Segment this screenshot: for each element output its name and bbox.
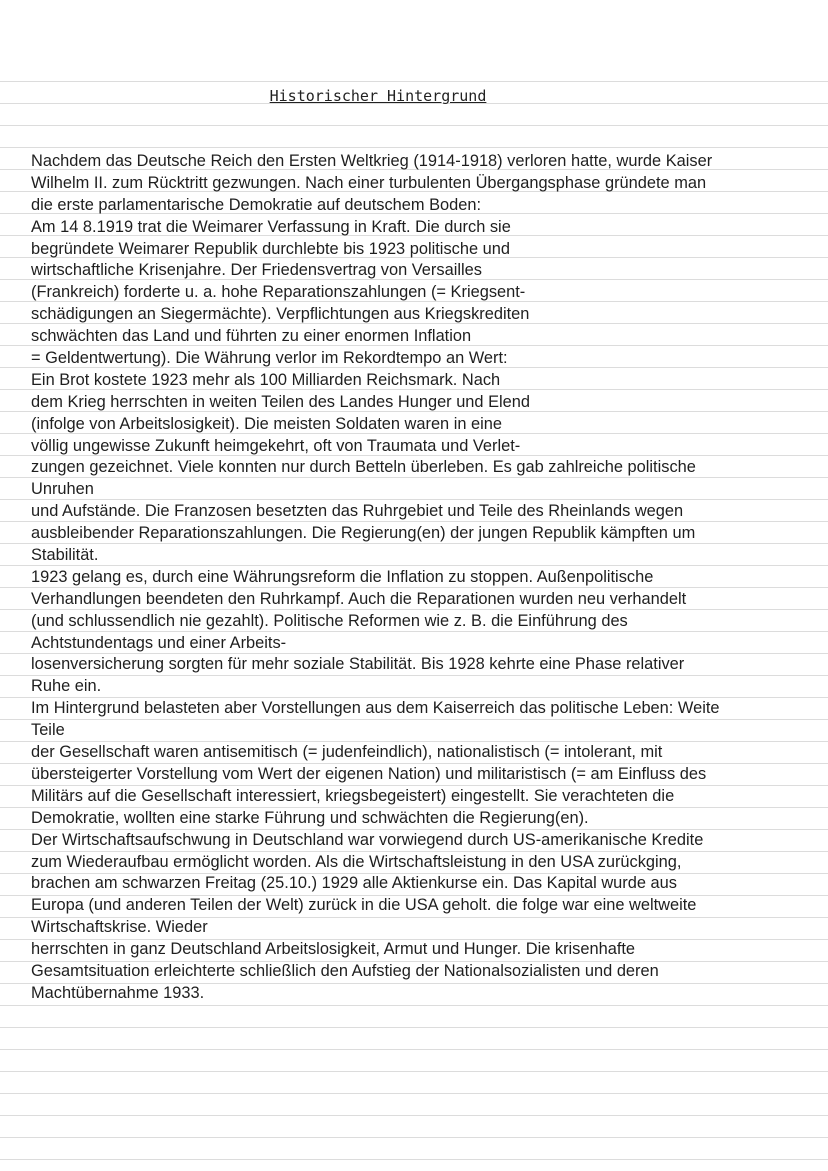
body-line: Wirtschaftskrise. Wieder [31, 918, 208, 937]
body-line: (Frankreich) forderte u. a. hohe Reparationszahlungen (= Kriegsent- [31, 283, 526, 302]
body-line: (und schlussendlich nie gezahlt). Politische Reformen wie z. B. die Einführung des [31, 611, 628, 630]
body-line: Im Hintergrund belasteten aber Vorstellungen aus dem Kaiserreich das politische Leben: Weite [31, 699, 720, 718]
body-line: (infolge von Arbeitslosigkeit). Die meisten Soldaten waren in eine [31, 414, 503, 433]
body-line: schädigungen an Siegermächte). Verpflichtungen aus Kriegskrediten [31, 305, 530, 324]
body-line: schwächten das Land und führten zu einer enormen Inflation [31, 327, 472, 346]
body-line: ausbleibender Reparationszahlungen. Die Regierung(en) der jungen Republik kämpften um [31, 524, 696, 543]
body-line: herrschten in ganz Deutschland Arbeitslosigkeit, Armut und Hunger. Die krisenhafte [31, 940, 636, 959]
body-line: die erste parlamentarische Demokratie auf deutschem Boden: [31, 195, 482, 214]
body-line: dem Krieg herrschten in weiten Teilen des Landes Hunger und Elend [31, 392, 531, 411]
body-line: Militärs auf die Gesellschaft interessiert, kriegsbegeistert) eingestellt. Sie verachteten die [31, 786, 675, 805]
body-line: 1923 gelang es, durch eine Währungsreform die Inflation zu stoppen. Außenpolitische [31, 567, 654, 586]
body-line: Teile [31, 721, 65, 740]
body-line: Achtstundentags und einer Arbeits- [31, 633, 287, 652]
document-title: Historischer Hintergrund [269, 87, 487, 105]
body-line: zum Wiederaufbau ermöglicht worden. Als die Wirtschaftsleistung in den USA zurückging, [31, 852, 682, 871]
document-body [31, 151, 821, 1005]
body-line: Am 14 8.1919 trat die Weimarer Verfassung in Kraft. Die durch sie [31, 217, 511, 236]
body-line: Machtübernahme 1933. [31, 983, 205, 1002]
body-line: = Geldentwertung). Die Währung verlor im Rekordtempo an Wert: [31, 349, 508, 368]
body-line: zungen gezeichnet. Viele konnten nur durch Betteln überleben. Es gab zahlreiche politische [31, 458, 696, 477]
body-line: Der Wirtschaftsaufschwung in Deutschland war vorwiegend durch US-amerikanische Kredite [31, 830, 704, 849]
body-line: übersteigerter Vorstellung vom Wert der eigenen Nation) und militaristisch (= am Einfluss des [31, 764, 707, 783]
body-line: völlig ungewisse Zukunft heimgekehrt, oft von Traumata und Verlet- [31, 436, 521, 455]
body-line: Nachdem das Deutsche Reich den Ersten Weltkrieg (1914-1918) verloren hatte, wurde Kaiser [31, 152, 713, 170]
body-line: und Aufstände. Die Franzosen besetzten das Ruhrgebiet und Teile des Rheinlands wegen [31, 502, 684, 521]
body-line: Ein Brot kostete 1923 mehr als 100 Milliarden Reichsmark. Nach [31, 370, 501, 389]
body-line: brachen am schwarzen Freitag (25.10.) 1929 alle Aktienkurse ein. Das Kapital wurde aus [31, 874, 677, 893]
body-line: Stabilität. [31, 546, 99, 565]
body-line: begründete Weimarer Republik durchlebte bis 1923 politische und [31, 239, 510, 258]
body-line: Demokratie, wollten eine starke Führung und schwächten die Regierung(en). [31, 808, 589, 827]
body-line: losenversicherung sorgten für mehr soziale Stabilität. Bis 1928 kehrte eine Phase relativer [31, 655, 685, 674]
body-line: Verhandlungen beendeten den Ruhrkampf. Auch die Reparationen wurden neu verhandelt [31, 589, 687, 608]
body-line: Europa (und anderen Teilen der Welt) zurück in die USA geholt. die folge war eine weltweite [31, 896, 697, 915]
body-line: Gesamtsituation erleichterte schließlich den Aufstieg der Nationalsozialisten und deren [31, 961, 659, 980]
body-line: Ruhe ein. [31, 677, 102, 696]
body-line: Wilhelm II. zum Rücktritt gezwungen. Nach einer turbulenten Übergangsphase gründete man [31, 173, 707, 192]
body-line: Unruhen [31, 480, 94, 499]
body-line: wirtschaftliche Krisenjahre. Der Friedensvertrag von Versailles [31, 261, 482, 280]
body-line: der Gesellschaft waren antisemitisch (= judenfeindlich), nationalistisch (= intolerant, mit [31, 743, 663, 762]
